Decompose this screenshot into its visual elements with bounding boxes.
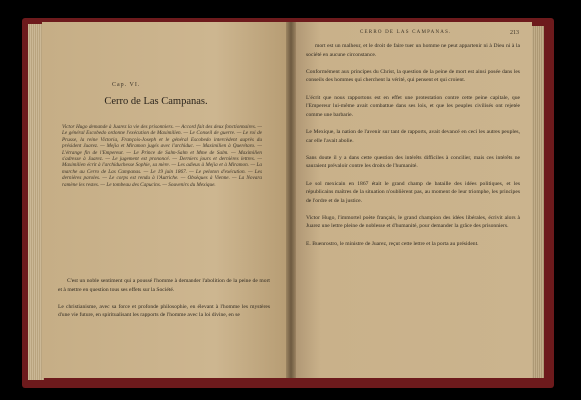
left-body-text: C'est un noble sentiment qui a poussé l'homme à demander l'abolition de la peine de mort et à mettre en question tous ses effets sur la Société. Le christianisme, avec sa force et profonde philosophie, en élevant à l'homme les mystères d'une vie future, en spiritualisant les rapports de l'homme avec la loi divine, en se [58, 278, 270, 319]
chapter-label: Cap. VI. [112, 82, 141, 88]
right-page-body [306, 42, 520, 248]
page-number: 213 [510, 30, 519, 36]
left-page [42, 22, 290, 378]
right-page-edges [530, 26, 544, 378]
book-gutter [286, 22, 296, 378]
chapter-title: Cerro de Las Campanas. [104, 96, 208, 107]
running-head: CERRO DE LAS CAMPANAS. [360, 30, 452, 35]
left-page-body [58, 277, 270, 320]
chapter-summary: Victor Hugo demande à Juarez la vie des prisonniers. — Accord fait des deux fonctionnaires. — Le général Escobedo ordonne l'exécution de Maximilien. — Le Conseil de guerre. — Le roi de Prusse, la reine Victoria, François-Joseph et le général Escobedo intercèdent auprès du président Juarez. — Mejia et Miramon jugés avec l'archiduc. — Maximilien à Querétaro. — L'étrange fin de l'Empereur. — Le Prince de Salm-Salm et Mme de Salm. — Maximilien s'adresse à Juarez. — Le jugement est prononcé. — Derniers jours et dernières lettres. — Maximilien écrit à l'archiduchesse Sophie, sa mère. — Les adieux à Mejia et à Miramon. — La marche au Cerro de Las Campanas. — Le 19 juin 1867. — Le peloton d'exécution. — Les dernières paroles. — Le corps est rendu à l'Autriche. — Obsèques à Vienne. — La Novara ramène les restes. — Le tombeau des Capucins. — Souvenirs du Mexique. [62, 124, 262, 188]
right-body-text: mort est un malheur, et le droit de faire tuer un homme ne peut appartenir ni à Dieu ni à la société en aucune circonstance. Conformément aux principes du Christ, la question de la peine de mort est ainsi posée dans les conseils des hommes qui cherchent la vérité, qui pensent et qui croient. L'écrit que nous rapportons est en effet une protestation contre cette peine capitale, que l'Empereur lui-même avait combattue dans ses lois, et que les peuples civilisés ont rejetée comme une barbarie. Le Mexique, la nation de l'avenir sur tant de rapports, avait devancé en ceci les autres peuples, car elle l'avait abolie. Sans doute il y a dans cette question des intérêts difficiles à concilier, mais ces intérêts ne sauraient prévaloir contre les droits de l'humanité. Le sol mexicain en 1867 était le grand champ de bataille des idées politiques, et les républicains maîtres de la situation n'oublièrent pas, au moment de leur triomphe, les principes de l'ordre et de la justice. Victor Hugo, l'immortel poète français, le grand champion des idées libérales, écrivit alors à Juarez une lettre pleine de noblesse et d'humanité, pour demander la grâce des prisonniers. E. Buenrostro, le ministre de Juarez, reçut cette lettre et la porta au président. [306, 43, 520, 247]
